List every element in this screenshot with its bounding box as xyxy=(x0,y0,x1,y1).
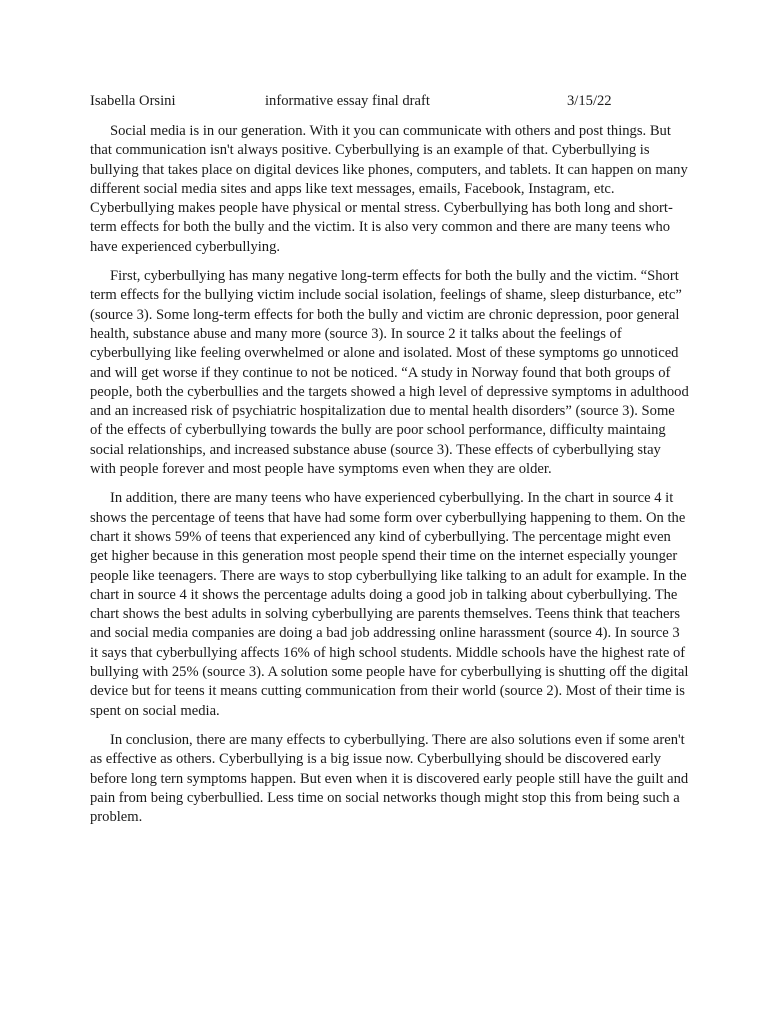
paragraph-long-term-effects: First, cyberbullying has many negative long-term effects for both the bully and the victim. “Short term effects for the bullying victim include social isolation, feelings of shame, sleep disturbance, etc” (source 3). Some long-term effects for both the bully and victim are chronic depression, poor general health, substance abuse and many more (source 3). In source 2 it talks about the feelings of cyberbullying like feeling overwhelmed or alone and isolated. Most of these symptoms go unnoticed and will get worse if they continue to not be noticed. “A study in Norway found that both groups of people, both the cyberbullies and the targets showed a high level of depressive symptoms in adulthood and an increased risk of psychiatric hospitalization due to mental health disorders” (source 3). Some of the effects of cyberbullying towards the bully are poor school performance, difficulty maintaing social relationships, and increased substance abuse (source 3). These effects of cyberbullying stay with people forever and most people have symptoms even when they are older. xyxy=(90,268,689,478)
paragraph-introduction: Social media is in our generation. With it you can communicate with others and post things. But that communication isn't always positive. Cyberbullying is an example of that. Cyberbullying is bullying that takes place on digital devices like phones, computers, and tablets. It can happen on many different social media sites and apps like text messages, emails, Facebook, Instagram, etc. Cyberbullying makes people have physical or mental stress. Cyberbullying has both long and short-term effects for both the bully and the victim. It is also very common and there are many teens who have experienced cyberbullying. xyxy=(90,123,688,255)
author-name: Isabella Orsini xyxy=(90,93,176,109)
paragraph-conclusion: In conclusion, there are many effects to cyberbullying. There are also solutions even if some aren't as effective as others. Cyberbullying is a big issue now. Cyberbullying should be discovered early before long tern symptoms happen. But even when it is discovered early people still have the guilt and pain from being cyberbullied. Less time on social networks though might stop this from being such a problem. xyxy=(90,731,689,826)
essay-body xyxy=(90,122,690,837)
document-date: 3/15/22 xyxy=(567,93,612,109)
paragraph-teens-experience: In addition, there are many teens who have experienced cyberbullying. In the chart in source 4 it shows the percentage of teens that have had some form over cyberbullying happening to them. On the chart it shows 59% of teens that experienced any kind of cyberbullying. The percentage might even get higher because in this generation most people spend their time on the internet especially younger people like teenagers. There are ways to stop cyberbullying like talking to an adult for example. In the chart in source 4 it shows the percentage adults doing a good job in talking about cyberbullying. The chart shows the best adults in solving cyberbullying are parents themselves. Teens think that teachers and social media companies are doing a bad job addressing online harassment (source 4). In source 3 it says that cyberbullying affects 16% of high school students. Middle schools have the highest rate of bullying with 25% (source 3). A solution some people have for cyberbullying is shutting off the digital device but for teens it means cutting communication from their world (source 2). Most of their time is spent on social media. xyxy=(90,490,689,719)
document-title: informative essay final draft xyxy=(265,93,430,109)
document-header xyxy=(90,92,678,110)
